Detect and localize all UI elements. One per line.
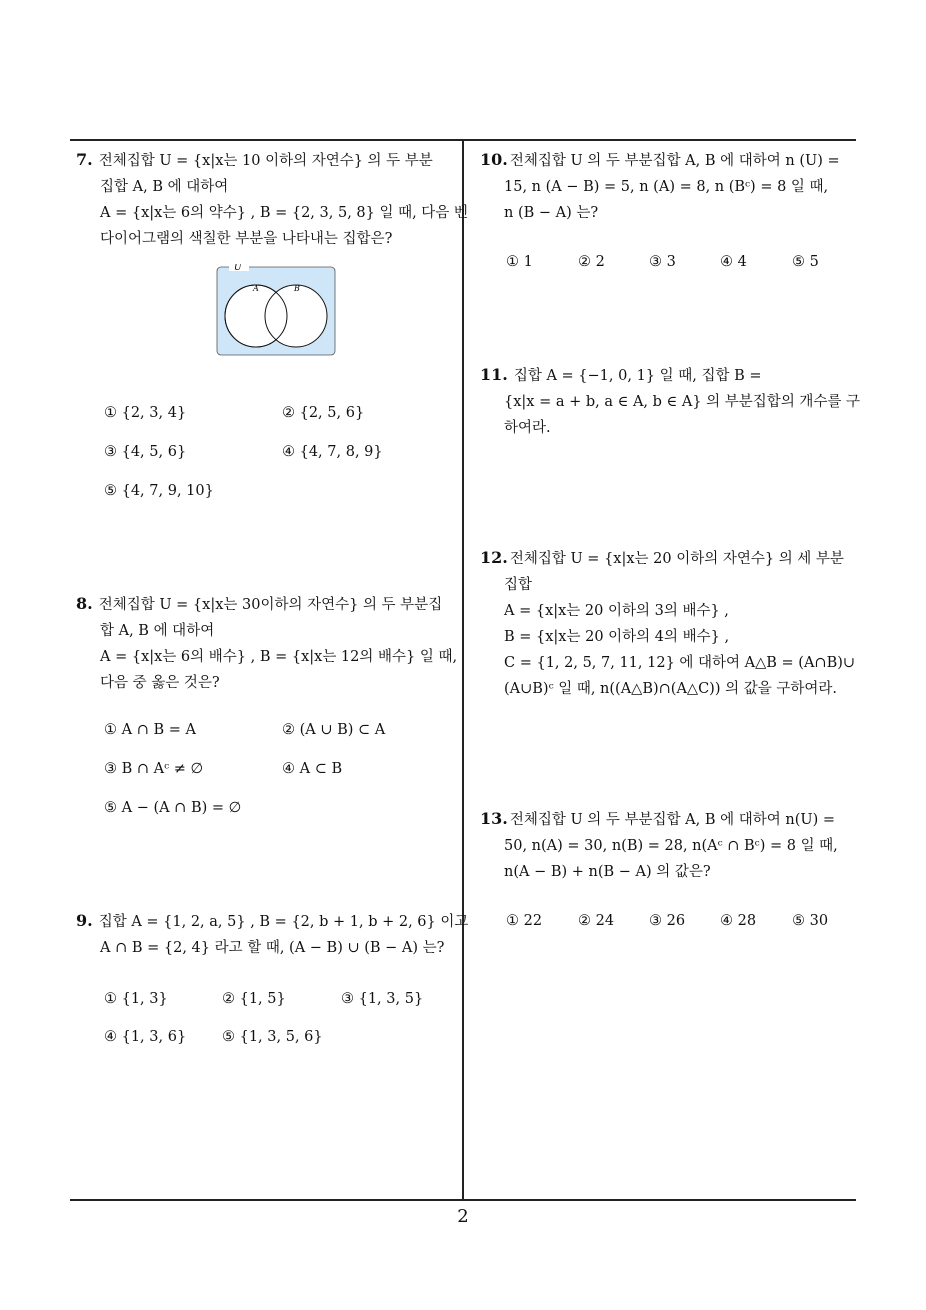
answer-option[interactable]: ③ 26: [649, 913, 686, 929]
question-number: 8.: [76, 594, 93, 613]
question-text: B = {x|x는 20 이하의 4의 배수} ,: [504, 629, 730, 645]
venn-diagram: [216, 264, 338, 358]
venn-set-a-label: A: [253, 284, 259, 293]
answer-option[interactable]: ④ {1, 3, 6}: [104, 1029, 187, 1045]
column-divider: [462, 139, 464, 1201]
question-text: 전체집합 U 의 두 부분집합 A, B 에 대하여 n (U) =: [509, 153, 840, 169]
venn-set-b-label: B: [294, 284, 300, 293]
question-8: [76, 591, 460, 696]
question-text: 집합: [504, 577, 533, 593]
answer-option[interactable]: ② 24: [578, 913, 615, 929]
answer-option[interactable]: ⑤ A − (A ∩ B) = ∅: [104, 800, 242, 816]
answer-option[interactable]: ④ A ⊂ B: [282, 761, 343, 777]
question-13: [480, 806, 860, 885]
answer-option[interactable]: ① A ∩ B = A: [104, 722, 196, 738]
question-9: [76, 908, 469, 961]
answer-option[interactable]: ③ {1, 3, 5}: [341, 991, 424, 1007]
question-text: n(A − B) + n(B − A) 의 값은?: [504, 864, 711, 880]
answer-option[interactable]: ④ 28: [720, 913, 757, 929]
answer-option[interactable]: ④ 4: [720, 254, 747, 270]
answer-option[interactable]: ③ B ∩ Aᶜ ≠ ∅: [104, 761, 204, 777]
answer-option[interactable]: ① {2, 3, 4}: [104, 405, 187, 421]
question-text: A = {x|x는 6의 배수} , B = {x|x는 12의 배수} 일 때,: [100, 649, 458, 665]
question-text: n (B − A) 는?: [504, 205, 599, 221]
question-10: [480, 147, 860, 226]
answer-option[interactable]: ② {2, 5, 6}: [282, 405, 365, 421]
answer-option[interactable]: ② 2: [578, 254, 605, 270]
question-text: 15, n (A − B) = 5, n (A) = 8, n (Bᶜ) = 8 일 때,: [504, 179, 829, 195]
question-number: 11.: [480, 365, 508, 384]
answer-option[interactable]: ③ 3: [649, 254, 676, 270]
answer-option[interactable]: ① 1: [506, 254, 533, 270]
answer-options-8: [104, 720, 444, 820]
question-11: [480, 362, 860, 441]
answer-options-7: [104, 403, 444, 503]
bottom-rule: [70, 1199, 856, 1201]
question-text: {x|x = a + b, a ∈ A, b ∈ A} 의 부분집합의 개수를 구: [504, 394, 861, 410]
question-12: [480, 545, 860, 702]
answer-option[interactable]: ② (A ∪ B) ⊂ A: [282, 722, 386, 738]
answer-option[interactable]: ⑤ {1, 3, 5, 6}: [222, 1029, 323, 1045]
question-text: 합 A, B 에 대하여: [100, 623, 215, 639]
answer-option[interactable]: ⑤ {4, 7, 9, 10}: [104, 483, 214, 499]
question-text: 전체집합 U = {x|x는 30이하의 자연수} 의 두 부분집: [98, 597, 443, 613]
question-text: 다이어그램의 색칠한 부분을 나타내는 집합은?: [100, 231, 393, 247]
answer-option[interactable]: ⑤ 5: [792, 254, 819, 270]
answer-option[interactable]: ④ {4, 7, 8, 9}: [282, 444, 383, 460]
question-text: C = {1, 2, 5, 7, 11, 12} 에 대하여 A△B = (A∩B)∪: [504, 655, 856, 671]
answer-options-9: [104, 989, 444, 1049]
venn-universe-label: U: [234, 264, 242, 273]
answer-options-10: [506, 252, 846, 274]
answer-option[interactable]: ① {1, 3}: [104, 991, 168, 1007]
answer-option[interactable]: ② {1, 5}: [222, 991, 286, 1007]
answer-option[interactable]: ③ {4, 5, 6}: [104, 444, 187, 460]
page-number: 2: [457, 1206, 469, 1227]
question-text: A = {x|x는 20 이하의 3의 배수} ,: [504, 603, 729, 619]
question-number: 9.: [76, 911, 93, 930]
question-number: 7.: [76, 150, 93, 169]
venn-circle-b: [265, 285, 327, 347]
question-number: 10.: [480, 150, 508, 169]
question-text: 집합 A = {1, 2, a, 5} , B = {2, b + 1, b + 2, 6} 이고: [98, 914, 469, 930]
question-text: 집합 A = {−1, 0, 1} 일 때, 집합 B =: [513, 368, 762, 384]
question-text: 다음 중 옳은 것은?: [100, 675, 220, 691]
answer-option[interactable]: ⑤ 30: [792, 913, 829, 929]
question-text: 전체집합 U 의 두 부분집합 A, B 에 대하여 n(U) =: [509, 812, 836, 828]
question-text: 전체집합 U = {x|x는 10 이하의 자연수} 의 두 부분: [98, 153, 433, 169]
question-7: [76, 147, 468, 252]
question-text: 하여라.: [504, 420, 551, 436]
question-text: 집합 A, B 에 대하여: [100, 179, 229, 195]
question-text: A ∩ B = {2, 4} 라고 할 때, (A − B) ∪ (B − A) 는?: [100, 940, 445, 956]
answer-options-13: [506, 911, 846, 933]
question-number: 13.: [480, 809, 508, 828]
question-number: 12.: [480, 548, 508, 567]
question-text: (A∪B)ᶜ 일 때, n((A△B)∩(A△C)) 의 값을 구하여라.: [504, 681, 837, 697]
answer-option[interactable]: ① 22: [506, 913, 543, 929]
question-text: A = {x|x는 6의 약수} , B = {2, 3, 5, 8} 일 때, 다음 벤: [100, 205, 468, 221]
question-text: 50, n(A) = 30, n(B) = 28, n(Aᶜ ∩ Bᶜ) = 8 일 때,: [504, 838, 838, 854]
question-text: 전체집합 U = {x|x는 20 이하의 자연수} 의 세 부분: [509, 551, 844, 567]
